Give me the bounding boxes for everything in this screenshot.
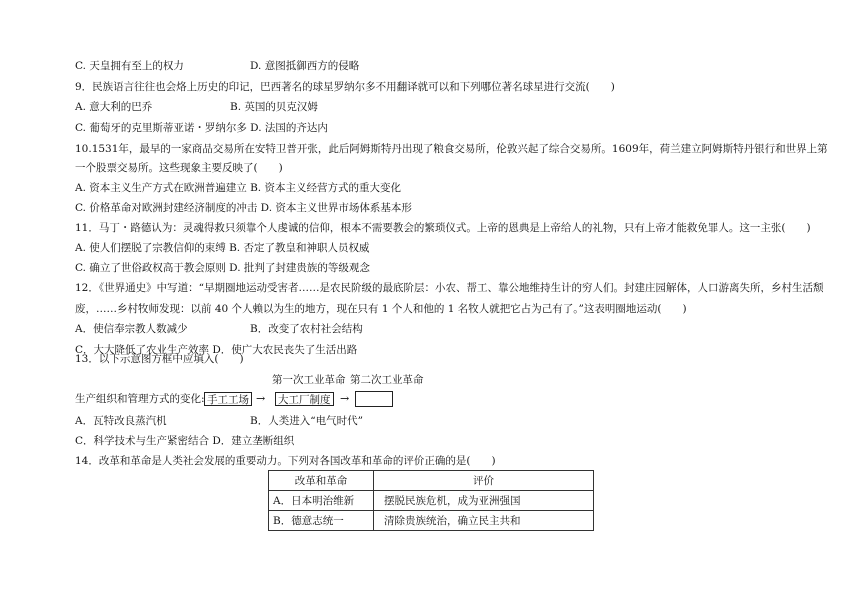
arrow-right-icon: → <box>256 392 266 405</box>
q13-stem: 13．以下示意图方框中应填入( ) <box>75 353 244 365</box>
diagram-box-factory: 大工厂制度 <box>275 392 334 406</box>
diagram-label: 生产组织和管理方式的变化: <box>75 393 205 405</box>
q8-option-c: C. 天皇拥有至上的权力 <box>75 60 184 72</box>
diagram-box-handicraft: 手工工场 <box>204 392 252 406</box>
q14-stem: 14．改革和革命是人类社会发展的重要动力。下列对各国改革和革命的评价正确的是( ) <box>75 455 496 467</box>
q9-option-b: B. 英国的贝克汉姆 <box>230 101 318 113</box>
table-row <box>269 511 594 531</box>
q10-options-ab: A. 资本主义生产方式在欧洲普遍建立 B. 资本主义经营方式的重大变化 <box>75 182 401 194</box>
diagram-head-second: 第二次工业革命 <box>350 374 424 386</box>
q13-option-b: B．人类进入“电气时代” <box>250 415 363 427</box>
q9-option-a: A. 意大利的巴乔 <box>75 101 153 113</box>
q11-options-ab: A. 使人们摆脱了宗教信仰的束缚 B. 否定了教皇和神职人员权威 <box>75 242 370 254</box>
arrow-right-icon: → <box>340 392 350 405</box>
table-cell-evaluation: 清除贵族统治，确立民主共和 <box>374 511 594 531</box>
q12-option-b: B．改变了农村社会结构 <box>250 323 363 335</box>
table-cell-reform: A．日本明治维新 <box>269 491 374 511</box>
q11-stem: 11．马丁・路德认为：灵魂得救只须靠个人虔诚的信仰，根本不需要教会的繁琐仪式。上帝的恩典是上帝给人的礼物，只有上帝才能救免罪人。这一主张( ) <box>75 222 811 234</box>
q10-stem-1: 10.1531年，最早的一家商品交易所在安特卫普开张，此后阿姆斯特丹出现了粮食交易所，伦敦兴起了综合交易所。1609年，荷兰建立阿姆斯特丹银行和世界上第 <box>75 143 828 155</box>
diagram-head-first: 第一次工业革命 <box>272 374 346 386</box>
q8-option-d: D. 意图抵御西方的侵略 <box>250 60 360 72</box>
table-header-reform: 改革和革命 <box>269 471 374 491</box>
diagram-box-blank <box>355 391 393 407</box>
table-cell-reform: B．德意志统一 <box>269 511 374 531</box>
q12-options-cd: C．大大降低了农业生产效率 D．使广大农民丧失了生活出路 <box>75 344 358 356</box>
q13-option-a: A．瓦特改良蒸汽机 <box>75 415 167 427</box>
table-header-evaluation: 评价 <box>374 471 594 491</box>
q13-options-cd: C．科学技术与生产紧密结合 D．建立垄断组织 <box>75 435 295 447</box>
q12-option-a: A．使信奉宗教人数减少 <box>75 323 188 335</box>
table-row <box>269 491 594 511</box>
table-cell-evaluation: 摆脱民族危机，成为亚洲强国 <box>374 491 594 511</box>
table-header-row <box>269 471 594 491</box>
q10-stem-2: 一个股票交易所。这些现象主要反映了( ) <box>75 162 283 174</box>
reform-table <box>268 470 594 531</box>
q12-stem-2: 废，……乡村牧师发现：以前 40 个人赖以为生的地方，现在只有 1 个人和他的 1 名牧人就把它占为己有了。”这表明圈地运动( ) <box>75 303 687 315</box>
q11-options-cd: C. 确立了世俗政权高于教会原则 D. 批判了封建贵族的等级观念 <box>75 262 370 274</box>
q10-options-cd: C. 价格革命对欧洲封建经济制度的冲击 D. 资本主义世界市场体系基本形 <box>75 202 412 214</box>
q12-stem-1: 12．《世界通史》中写道：“早期圈地运动受害者……是农民阶级的最底阶层：小农、帮工、靠公地维持生计的穷人们。封建庄园解体，人口游离失所，乡村生活颓 <box>75 282 824 294</box>
q9-stem: 9．民族语言往往也会烙上历史的印记，巴西著名的球星罗纳尔多不用翻译就可以和下列哪位著名球星进行交流( ) <box>75 81 615 93</box>
q9-options-cd: C. 葡萄牙的克里斯蒂亚诺・罗纳尔多 D. 法国的齐达内 <box>75 122 328 134</box>
